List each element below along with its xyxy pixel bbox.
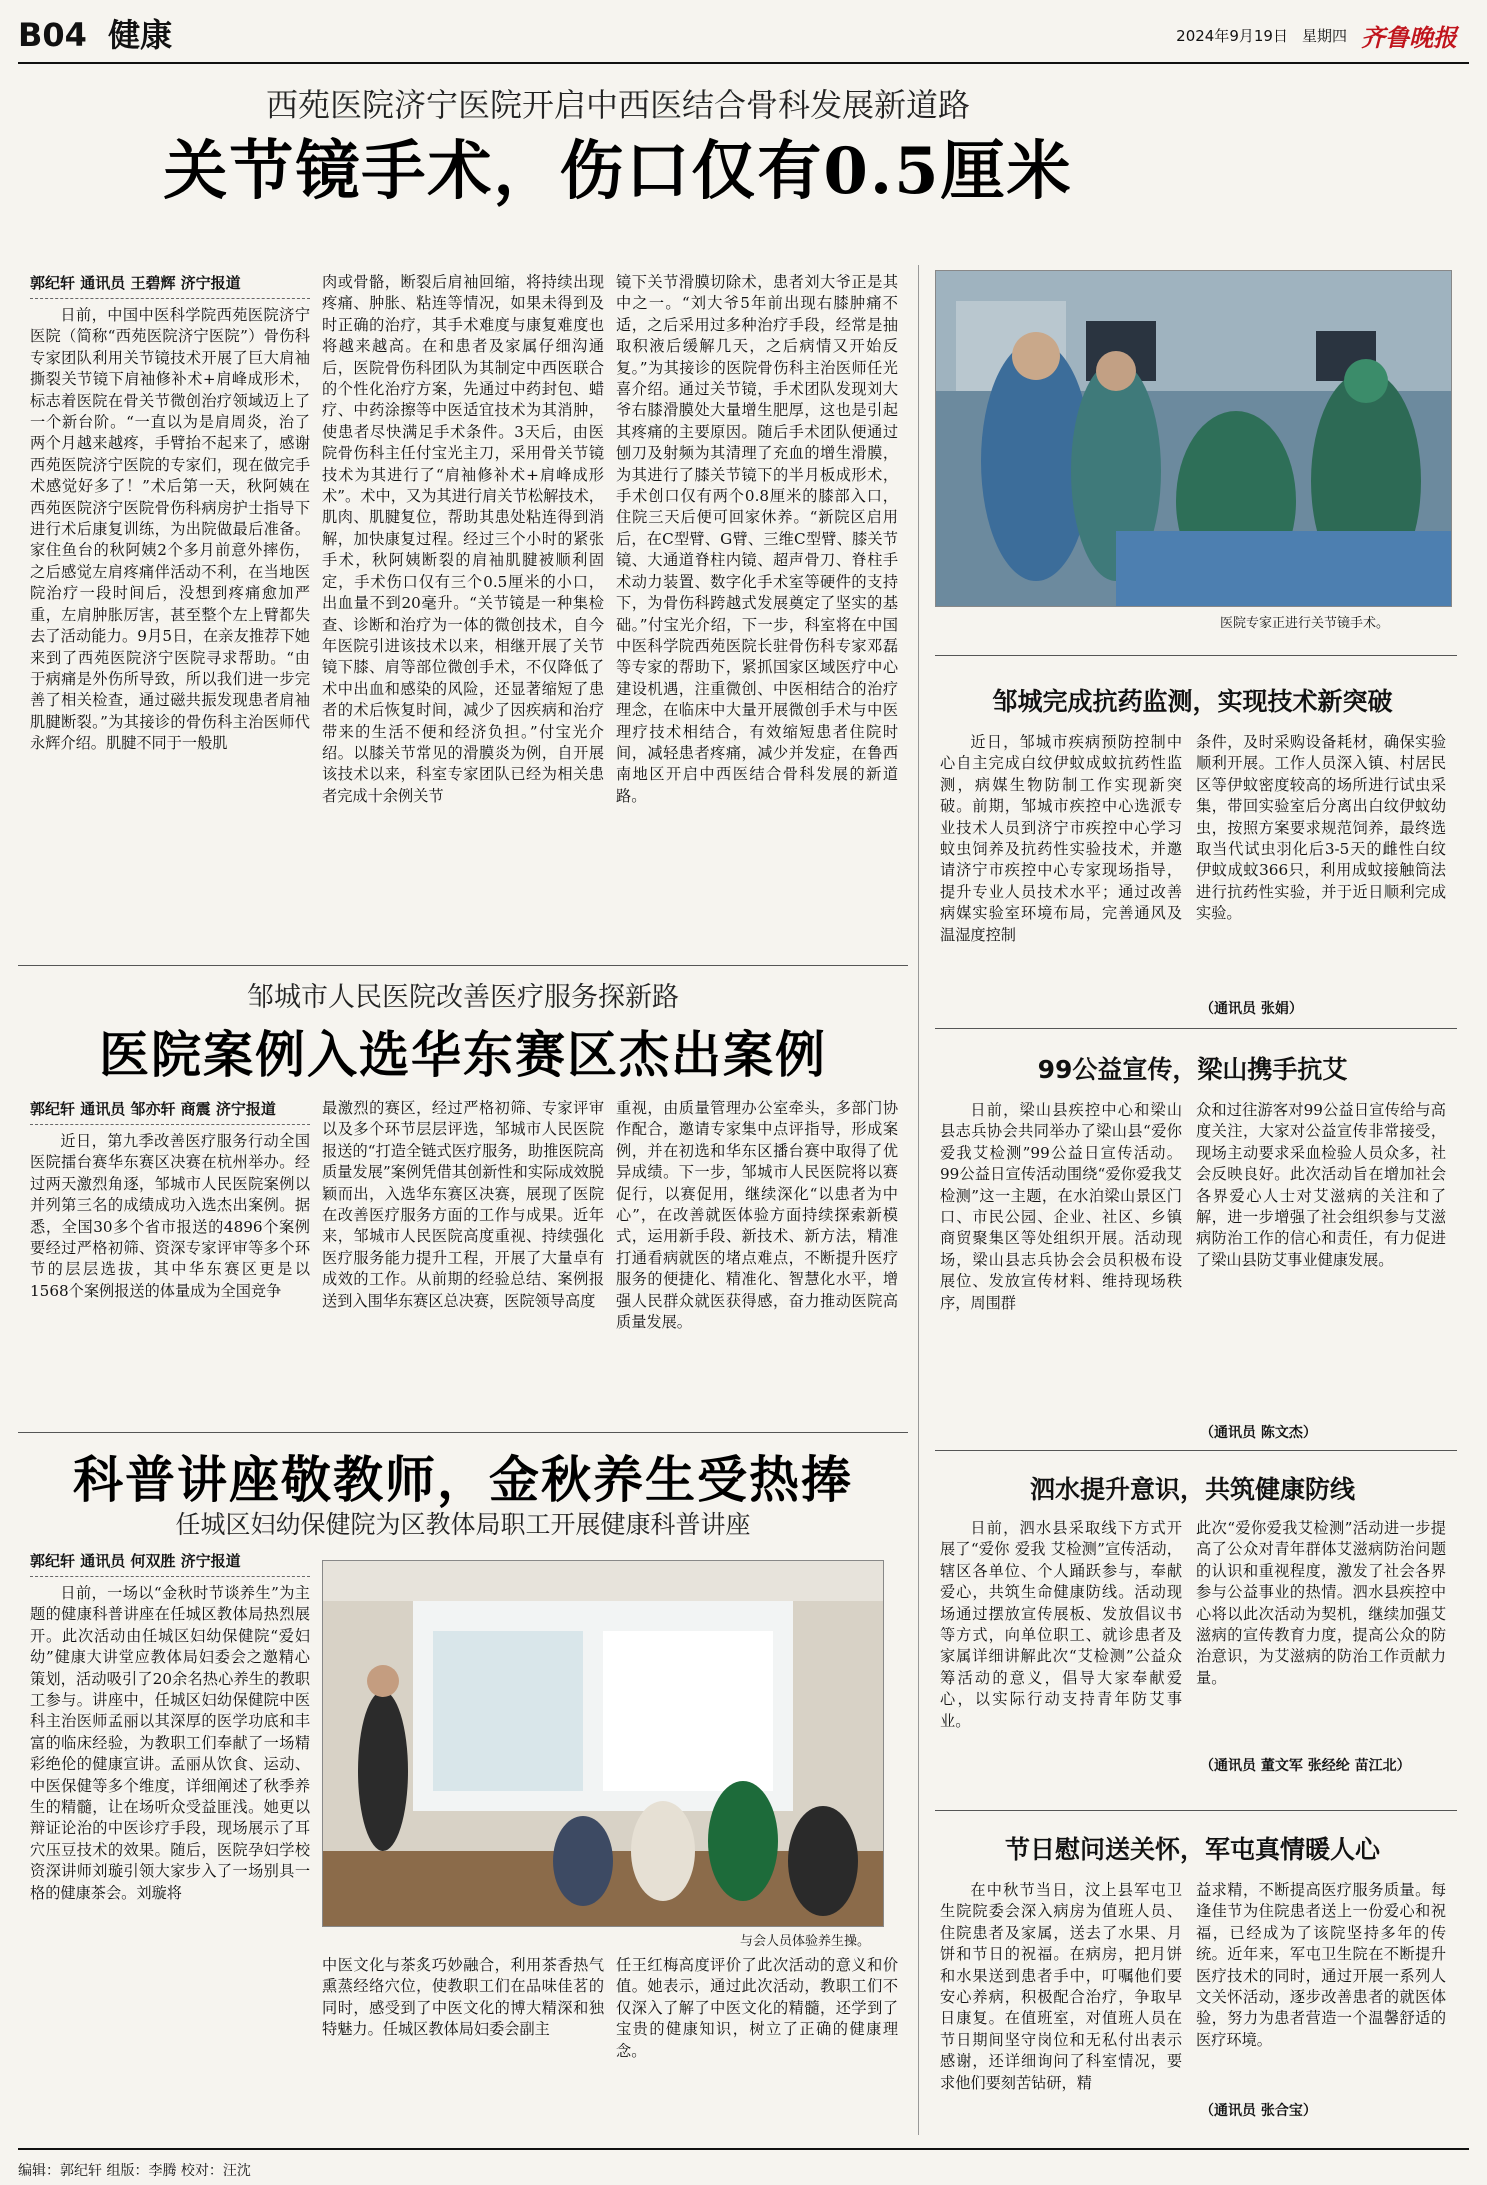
article1-subtitle: 西苑医院济宁医院开启中西医结合骨科发展新道路 <box>265 86 970 124</box>
side2-column-2 <box>1196 1100 1446 1418</box>
side4-column-1 <box>940 1880 1182 2135</box>
page-section-header <box>18 10 172 56</box>
article1-byline: 郭纪轩 通讯员 王碧辉 济宁报道 <box>30 272 310 299</box>
page-number: B04 <box>18 16 87 54</box>
article2-column-3 <box>616 1098 898 1418</box>
article3-text-3: 任王红梅高度评价了此次活动的意义和价值。她表示，通过此次活动，教职工们不仅深入了解了中医文化的精髓，还学到了宝贵的健康知识，树立了正确的健康理念。 <box>616 1956 898 2060</box>
article2-subtitle: 邹城市人民医院改善医疗服务探新路 <box>247 982 679 1013</box>
side2-rule <box>935 1028 1457 1029</box>
side1-credit: （通讯员 张娟） <box>1200 1001 1303 1017</box>
side1-column-1 <box>940 732 1182 992</box>
article3-column-2 <box>322 1955 604 2145</box>
article1-text-2: 肉或骨骼，断裂后肩袖回缩，将持续出现疼痛、肿胀、粘连等情况，如果未得到及时正确的治疗，其手术难度与康复难度也将越来越高。在和患者及家属仔细沟通后，医院骨伤科团队为其制定中西医联合的个性化治疗方案，先通过中药封包、蜡疗、中药涂擦等中医适宜技术为其消肿，使患者尽快满足手术条件。3天后，由医院骨伤科主任付宝光主刀，采用骨关节镜技术为其进行了“肩袖修补术+肩峰成形术”。术中，又为其进行肩关节松解技术，肌肉、肌腱复位，帮助其患处粘连得到消解，加快康复过程。经过三个小时的紧张手术，秋阿姨断裂的肩袖肌腱被顺利固定，手术伤口仅有三个0.5厘米的小口，出血量不到20毫升。“关节镜是一种集检查、诊断和治疗为一体的微创技术，自今年医院引进该技术以来，相继开展了关节镜下膝、肩等部位微创手术，不仅降低了术中出血和感染的风险，还显著缩短了患者的术后恢复时间，减少了因疾病和治疗带来的生活不便和经济负担。”付宝光介绍。以膝关节常见的滑膜炎为例，自开展该技术以来，科室专家团队已经为相关患者完成十余例关节 <box>322 273 604 805</box>
article3-title: 科普讲座敬教师，金秋养生受热捧 <box>73 1450 853 1509</box>
article2-title: 医院案例入选华东赛区杰出案例 <box>99 1025 827 1084</box>
side3-rule <box>935 1450 1457 1451</box>
side3-column-1 <box>940 1518 1182 1788</box>
article3-byline: 郭纪轩 通讯员 何双胜 济宁报道 <box>30 1550 310 1577</box>
issue-weekday: 星期四 <box>1301 27 1347 45</box>
article1-text-3: 镜下关节滑膜切除术，患者刘大爷正是其中之一。“刘大爷5年前出现右膝肿痛不适，之后采用过多种治疗手段，经常是抽取积液后缓解几天，之后病情又开始反复。”为其接诊的医院骨伤科主治医师任光喜介绍。通过关节镜，手术团队发现刘大爷右膝滑膜处大量增生肥厚，这也是引起其疼痛的主要原因。随后手术团队便通过刨刀及射频为其清理了充血的增生滑膜，为其进行了膝关节镜下的半月板成形术，手术创口仅有两个0.8厘米的膝部入口，住院三天后便可回家休养。“新院区启用后，在C型臂、G臂、三维C型臂、膝关节镜、大通道脊柱内镜、超声骨刀、脊柱手术动力装置、数字化手术室等硬件的支持下，为骨伤科跨越式发展奠定了坚实的基础。”付宝光介绍，下一步，科室将在中国中医科学院西苑医院长驻骨伤科专家邓磊等专家的帮助下，紧抓国家区域医疗中心建设机遇，注重微创、中医相结合的治疗理念，在临床中大量开展微创手术与中医理疗技术相结合，有效缩短患者住院时间，减轻患者疼痛，减少并发症，在鲁西南地区开启中西医结合骨科发展的新道路。 <box>616 273 898 805</box>
side4-text-2: 益求精，不断提高医疗服务质量。每逢佳节为住院患者送上一份爱心和祝福，已经成为了该院坚持多年的传统。近年来，军屯卫生院在不断提升医疗技术的同时，通过开展一系列人文关怀活动，逐步改善患者的就医体验，努力为患者营造一个温馨舒适的医疗环境。 <box>1196 1881 1446 2049</box>
article3-column-1 <box>30 1550 310 2145</box>
newspaper-logo: 齐鲁晚报 <box>1361 24 1457 52</box>
article3-text-1: 日前，一场以“金秋时节谈养生”为主题的健康科普讲座在任城区教体局热烈展开。此次活动由任城区妇幼保健院“爱妇幼”健康大讲堂应教体局妇委会之邀精心策划，活动吸引了20余名热心养生的教职工参与。讲座中，任城区妇幼保健院中医科主治医师孟丽以其深厚的医学功底和丰富的临床经验，为教职工们奉献了一场精彩绝伦的健康宣讲。孟丽从饮食、运动、中医保健等多个维度，详细阐述了秋季养生的精髓，让在场听众受益匪浅。她更以辩证论治的中医诊疗手段，现场展示了耳穴压豆技术的效果。随后，医院孕妇学校资深讲师刘璇引领大家步入了一场别具一格的健康茶会。刘璇将 <box>30 1584 310 1902</box>
article2-rule <box>18 965 908 966</box>
side3-text-2: 此次“爱你爱我艾检测”活动进一步提高了公众对青年群体艾滋病防治问题的认识和重视程度，激发了社会各界参与公益事业的热情。泗水县疾控中心将以此次活动为契机，继续加强艾滋病的宣传教育力度，提高公众的防治意识，为艾滋病的防治工作贡献力量。 <box>1196 1519 1446 1687</box>
article2-text-2: 最激烈的赛区，经过严格初筛、专家评审以及多个环节层层评选，邹城市人民医院报送的“打造全链式医疗服务，助推医院高质量发展”案例凭借其创新性和实际成效脱颖而出，入选华东赛区决赛，展现了医院在改善医疗服务方面的工作与成果。近年来，邹城市人民医院高度重视、持续强化医疗服务能力提升工程，开展了大量卓有成效的工作。从前期的经验总结、案例报送到入围华东赛区总决赛，医院领导高度 <box>322 1099 604 1310</box>
surgery-photo <box>935 270 1452 607</box>
article2-column-2 <box>322 1098 604 1418</box>
article2-text-3: 重视，由质量管理办公室牵头，多部门协作配合，邀请专家集中点评指导，形成案例，并在初选和华东区播台赛中取得了优异成绩。下一步，邹城市人民医院将以赛促行，以赛促用，继续深化“以患者为中心”，在改善就医体验方面持续探索新模式，运用新手段、新技术、新方法，精准打通看病就医的堵点难点，不断提升医疗服务的便捷化、精准化、智慧化水平，增强人民群众就医获得感，奋力推动医院高质量发展。 <box>616 1099 898 1332</box>
article1-column-3 <box>616 272 898 982</box>
side3-column-2 <box>1196 1518 1446 1753</box>
article1-column-2 <box>322 272 604 982</box>
article3-rule <box>18 1432 908 1433</box>
side2-credit: （通讯员 陈文杰） <box>1200 1425 1317 1441</box>
side1-column-2 <box>1196 732 1446 992</box>
article3-column-3 <box>616 1955 898 2145</box>
article3-subtitle: 任城区妇幼保健院为区教体局职工开展健康科普讲座 <box>175 1510 751 1539</box>
side3-title: 泗水提升意识，共筑健康防线 <box>1029 1475 1355 1504</box>
side4-credit: （通讯员 张合宝） <box>1200 2103 1317 2119</box>
article1-column-1 <box>30 272 310 982</box>
article1-text-1: 日前，中国中医科学院西苑医院济宁医院（简称“西苑医院济宁医院”）骨伤科专家团队利用关节镜技术开展了巨大肩袖撕裂关节镜下肩袖修补术+肩峰成形术，标志着医院在骨关节微创治疗领域迈上了一个新台阶。“一直以为是肩周炎，治了两个月越来越疼，手臂抬不起来了，感谢西苑医院济宁医院的专家们，现在做完手术感觉好多了！”术后第一天，秋阿姨在西苑医院济宁医院骨伤科病房护士指导下进行术后康复训练，为出院做最后准备。家住鱼台的秋阿姨2个多月前意外摔伤，之后感觉左肩疼痛伴活动不利，在当地医院治疗一段时间后，没想到疼痛愈加严重，左肩肿胀厉害，甚至整个左上臂都失去了活动能力。9月5日，在亲友推荐下她来到了西苑医院济宁医院寻求帮助。“由于病痛是外伤所导致，所以我们进一步完善了相关检查，通过磁共振发现患者肩袖肌腱断裂。”为其接诊的骨伤科主治医师代永辉介绍。肌腱不同于一般肌 <box>30 306 310 753</box>
side1-title: 邹城完成抗药监测，实现技术新突破 <box>992 687 1393 716</box>
side1-rule <box>935 655 1457 656</box>
lecture-photo-caption: 与会人员体验养生操。 <box>740 1934 871 1949</box>
side3-text-1: 日前，泗水县采取线下方式开展了“爱你 爱我 艾检测”宣传活动，辖区各单位、个人踊跃参与，奉献爱心，共筑生命健康防线。活动现场通过摆放宣传展板、发放倡议书等方式，向单位职工、就诊患者及家属详细讲解此次“艾检测”公益众筹活动的意义，倡导大家奉献爱心，以实际行动支持青年防艾事业。 <box>940 1519 1182 1730</box>
side4-text-1: 在中秋节当日，汶上县军屯卫生院院委会深入病房为值班人员、住院患者及家属，送去了水果、月饼和节日的祝福。在病房，把月饼和水果送到患者手中，叮嘱他们要安心养病，积极配合治疗，争取早日康复。在值班室，对值班人员在节日期间坚守岗位和无私付出表示感谢，还详细询问了科室情况，要求他们要刻苦钻研，精 <box>940 1881 1182 2092</box>
side1-text-1: 近日，邹城市疾病预防控制中心自主完成白纹伊蚊成蚊抗药性监测，病媒生物防制工作实现新突破。前期，邹城市疾控中心选派专业技术人员到济宁市疾控中心学习蚊虫饲养及抗药性实验技术，并邀请济宁市疾控中心专家现场指导，提升专业人员技术水平；通过改善病媒实验室环境布局，完善通风及温湿度控制 <box>940 733 1182 944</box>
side4-rule <box>935 1810 1457 1811</box>
side2-column-1 <box>940 1100 1182 1418</box>
editor-credits: 编辑：郭纪轩 组版：李腾 校对：汪沈 <box>18 2163 251 2179</box>
side3-credit: （通讯员 董文军 张经纶 苗江北） <box>1200 1758 1411 1774</box>
side4-column-2 <box>1196 1880 1446 2090</box>
article2-column-1 <box>30 1098 310 1418</box>
header-rule <box>18 62 1469 64</box>
column-divider <box>918 265 919 2135</box>
side4-title: 节日慰问送关怀，军屯真情暖人心 <box>1004 1835 1380 1864</box>
side2-text-1: 日前，梁山县疾控中心和梁山县志兵协会共同举办了梁山县“爱你爱我艾检测”99公益日宣传活动。99公益日宣传活动围绕“爱你爱我艾检测”这一主题，在水泊梁山景区门口、市民公园、企业、社区、乡镇商贸聚集区等处组织开展。活动现场，梁山县志兵协会会员积极布设展位、发放宣传材料、维持现场秩序，周围群 <box>940 1101 1182 1312</box>
footer-rule <box>18 2148 1469 2150</box>
article2-byline: 郭纪轩 通讯员 邹亦轩 商震 济宁报道 <box>30 1098 310 1125</box>
article3-text-2: 中医文化与茶炙巧妙融合，利用茶香热气熏蒸经络穴位，使教职工们在品味佳茗的同时，感受到了中医文化的博大精深和独特魅力。任城区教体局妇委会副主 <box>322 1956 604 2039</box>
article1-title: 关节镜手术，伤口仅有0.5厘米 <box>163 134 1073 209</box>
article2-text-1: 近日，第九季改善医疗服务行动全国医院擂台赛华东赛区决赛在杭州举办。经过两天激烈角逐，邹城市人民医院案例以并列第三名的成绩成功入选杰出案例。据悉，全国30多个省市报送的4896个案例要经过严格初筛、资深专家评审等多个环节的层层选拔，其中华东赛区更是以1568个案例报送的体量成为全国竞争 <box>30 1132 310 1300</box>
side2-text-2: 众和过往游客对99公益日宣传给与高度关注，大家对公益宣传非常接受，现场主动要求采血检验人员众多，社会反映良好。此次活动旨在增加社会各界爱心人士对艾滋病的关注和了解，进一步增强了社会组织参与艾滋病防治工作的信心和责任，有力促进了梁山县防艾事业健康发展。 <box>1196 1101 1446 1269</box>
section-name: 健康 <box>108 16 173 54</box>
side1-text-2: 条件，及时采购设备耗材，确保实验顺利开展。工作人员深入镇、村居民区等伊蚊密度较高的场所进行试虫采集，带回实验室后分离出白纹伊蚊幼虫，按照方案要求规范饲养，最终选取当代试虫羽化后3-5天的雌性白纹伊蚊成蚊366只，利用成蚊接触筒法进行抗药性实验，并于近日顺利完成实验。 <box>1196 733 1446 923</box>
side2-title: 99公益宣传，梁山携手抗艾 <box>1037 1055 1348 1084</box>
page-date-brand <box>1176 18 1457 53</box>
issue-date: 2024年9月19日 <box>1176 27 1288 45</box>
lecture-photo <box>322 1560 884 1927</box>
surgery-photo-caption: 医院专家正进行关节镜手术。 <box>1220 616 1390 631</box>
